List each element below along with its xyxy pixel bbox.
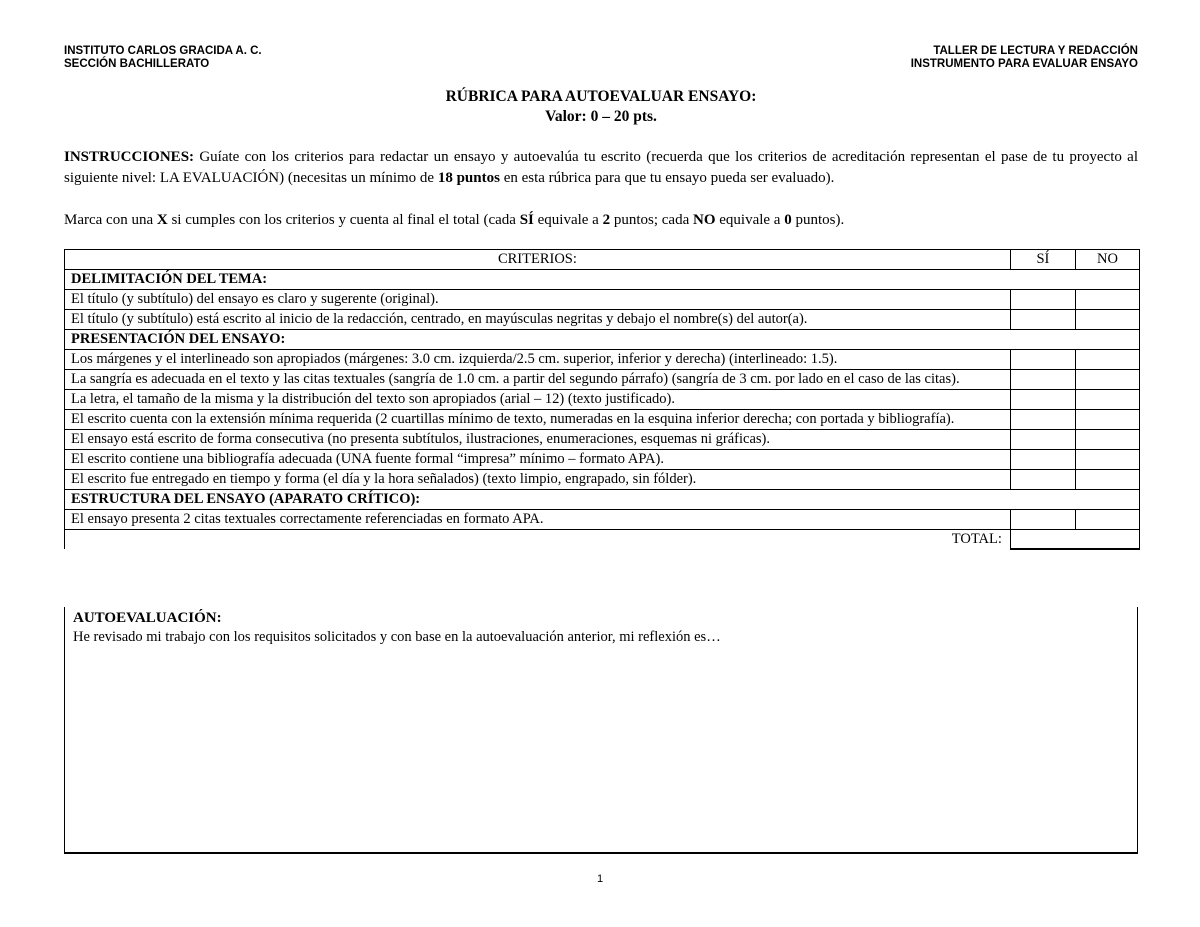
- no-checkbox-cell[interactable]: [1075, 510, 1139, 530]
- criterion-text: El título (y subtítulo) del ensayo es claro y sugerente (original).: [65, 290, 1011, 310]
- value-line: Valor: 0 – 20 pts.: [545, 108, 657, 125]
- yes-checkbox-cell[interactable]: [1010, 290, 1075, 310]
- mark-text: Marca con una: [64, 212, 157, 228]
- no-checkbox-cell[interactable]: [1075, 450, 1139, 470]
- criteria-header: CRITERIOS:: [65, 250, 1011, 270]
- institution-name: INSTITUTO CARLOS GRACIDA A. C.: [64, 45, 262, 57]
- total-value-cell[interactable]: [1010, 530, 1139, 550]
- rubric-table: [64, 249, 1140, 550]
- criterion-text: El escrito cuenta con la extensión mínima requerida (2 cuartillas mínimo de texto, numeradas en la esquina inferior derecha; con portada y bibliografía).: [65, 410, 1011, 430]
- criterion-text: Los márgenes y el interlineado son apropiados (márgenes: 3.0 cm. izquierda/2.5 cm. superior, inferior y derecha) (interlineado: 1.5).: [65, 350, 1011, 370]
- criterion-text: La sangría es adecuada en el texto y las citas textuales (sangría de 1.0 cm. a partir del segundo párrafo) (sangría de 3 cm. por lado en el caso de las citas).: [65, 370, 1011, 390]
- criterion-text: El escrito contiene una bibliografía adecuada (UNA fuente formal “impresa” mínimo – formato APA).: [65, 450, 1011, 470]
- criterion-text: El título (y subtítulo) está escrito al inicio de la redacción, centrado, en mayúsculas negritas y debajo el nombre(s) del autor(a).: [65, 310, 1011, 330]
- yes-checkbox-cell[interactable]: [1010, 410, 1075, 430]
- criterion-text: El ensayo está escrito de forma consecutiva (no presenta subtítulos, ilustraciones, enumeraciones, esquemas ni gráficas).: [65, 430, 1011, 450]
- yes-checkbox-cell[interactable]: [1010, 390, 1075, 410]
- yes-checkbox-cell[interactable]: [1010, 350, 1075, 370]
- section-title: ESTRUCTURA DEL ENSAYO (APARATO CRÍTICO):: [65, 490, 1140, 510]
- self-evaluation-prompt: He revisado mi trabajo con los requisitos solicitados y con base en la autoevaluación anterior, mi reflexión es…: [73, 629, 721, 645]
- no-checkbox-cell[interactable]: [1075, 290, 1139, 310]
- mark-paragraph: [64, 210, 1138, 231]
- no-checkbox-cell[interactable]: [1075, 390, 1139, 410]
- section-title: DELIMITACIÓN DEL TEMA:: [65, 270, 1140, 290]
- yes-checkbox-cell[interactable]: [1010, 430, 1075, 450]
- course-name: TALLER DE LECTURA Y REDACCIÓN: [933, 45, 1138, 57]
- mark-text: puntos).: [791, 212, 845, 228]
- rubric-body: [65, 270, 1140, 550]
- yes-checkbox-cell[interactable]: [1010, 370, 1075, 390]
- no-header: NO: [1075, 250, 1139, 270]
- mark-text: si cumples con los criterios y cuenta al final el total (cada: [167, 212, 520, 228]
- instructions-text-b: en esta rúbrica para que tu ensayo pueda ser evaluado).: [499, 170, 835, 186]
- document-title: [64, 87, 1138, 127]
- criterion-row: [65, 310, 1140, 330]
- section-row: [65, 270, 1140, 290]
- section-row: [65, 330, 1140, 350]
- no-checkbox-cell[interactable]: [1075, 470, 1139, 490]
- instructions-label: INSTRUCCIONES:: [64, 149, 195, 165]
- mark-bold: 0: [784, 212, 792, 228]
- mark-text: puntos; cada: [610, 212, 693, 228]
- yes-checkbox-cell[interactable]: [1010, 510, 1075, 530]
- total-label: TOTAL:: [65, 530, 1011, 550]
- header-left: [64, 45, 262, 71]
- table-header-row: [65, 250, 1140, 270]
- header-right: [911, 45, 1138, 71]
- criterion-row: [65, 410, 1140, 430]
- mark-text: equivale a: [533, 212, 603, 228]
- instructions-text-a: Guíate con los criterios para redactar un ensayo y autoevalúa tu escrito (recuerda que los criterios de acreditación representan el pase de tu proyecto al siguiente nivel: LA EVALUACIÓN) (necesitas un mínimo de: [64, 149, 1138, 186]
- no-checkbox-cell[interactable]: [1075, 430, 1139, 450]
- criterion-row: [65, 370, 1140, 390]
- section-name: SECCIÓN BACHILLERATO: [64, 58, 210, 70]
- no-checkbox-cell[interactable]: [1075, 350, 1139, 370]
- criterion-row: [65, 510, 1140, 530]
- title-line: RÚBRICA PARA AUTOEVALUAR ENSAYO:: [445, 88, 757, 105]
- section-row: [65, 490, 1140, 510]
- criterion-row: [65, 430, 1140, 450]
- mark-bold: X: [156, 212, 168, 228]
- yes-checkbox-cell[interactable]: [1010, 310, 1075, 330]
- mark-bold: 2: [602, 212, 611, 228]
- section-title: PRESENTACIÓN DEL ENSAYO:: [65, 330, 1140, 350]
- criterion-text: El escrito fue entregado en tiempo y forma (el día y la hora señalados) (texto limpio, engrapado, sin fólder).: [65, 470, 1011, 490]
- mark-bold: SÍ: [519, 212, 534, 228]
- criterion-row: [65, 390, 1140, 410]
- mark-text: equivale a: [715, 212, 785, 228]
- criterion-row: [65, 470, 1140, 490]
- criterion-row: [65, 290, 1140, 310]
- instructions-points: 18 puntos: [437, 170, 500, 186]
- no-checkbox-cell[interactable]: [1075, 370, 1139, 390]
- no-checkbox-cell[interactable]: [1075, 410, 1139, 430]
- self-evaluation-box[interactable]: [64, 607, 1138, 854]
- criterion-text: La letra, el tamaño de la misma y la distribución del texto son apropiados (arial – 12) (texto justificado).: [65, 390, 1011, 410]
- total-row: [65, 530, 1140, 550]
- instrument-name: INSTRUMENTO PARA EVALUAR ENSAYO: [910, 58, 1138, 70]
- no-checkbox-cell[interactable]: [1075, 310, 1139, 330]
- criterion-row: [65, 450, 1140, 470]
- page-number: 1: [596, 873, 604, 885]
- yes-checkbox-cell[interactable]: [1010, 450, 1075, 470]
- self-evaluation-title: AUTOEVALUACIÓN:: [73, 610, 222, 626]
- criterion-row: [65, 350, 1140, 370]
- instructions-paragraph: [64, 147, 1138, 189]
- criterion-text: El ensayo presenta 2 citas textuales correctamente referenciadas en formato APA.: [65, 510, 1011, 530]
- yes-header: SÍ: [1010, 250, 1075, 270]
- mark-bold: NO: [693, 212, 716, 228]
- yes-checkbox-cell[interactable]: [1010, 470, 1075, 490]
